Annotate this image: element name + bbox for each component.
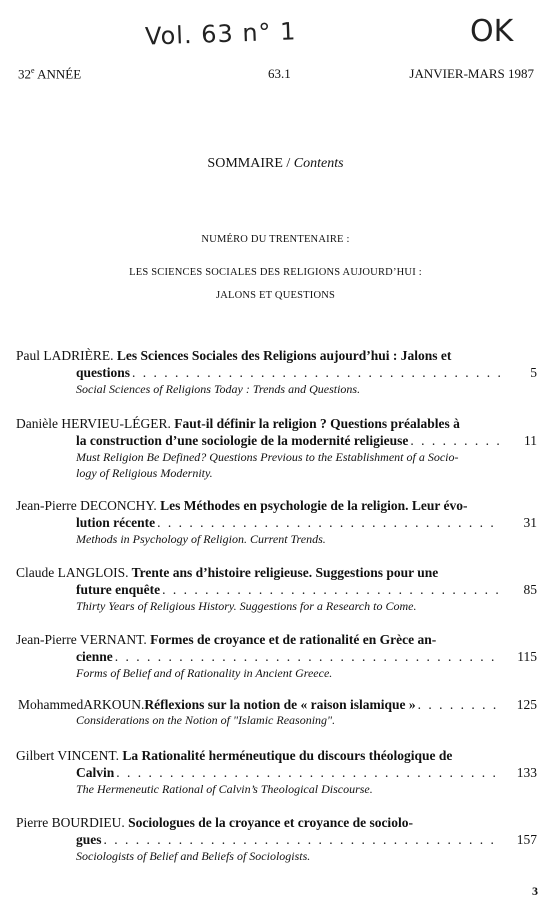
entry-title-line: Jean-Pierre DECONCHY. Les Méthodes en psychologie de la religion. Leur évo- [16,498,468,513]
header-date: JANVIER-MARS 1987 [409,66,534,81]
entry-title-continuation: questions . . . [76,365,501,381]
page-title: SOMMAIRE / Contents [207,156,344,171]
entry-translation: Social Sciences of Religions Today : Trends and Questions. [76,382,361,396]
entry-title-continuation: future enquête . . . [76,582,501,598]
entry-translation-cont: logy of Religious Modernity. [76,466,213,480]
entry-page-number: 115 [517,649,537,664]
entry-translation: Must Religion Be Defined? Questions Previous to the Establishment of a Socio- [76,450,459,464]
entry-page-number: 11 [524,433,537,448]
issue-subtitle: NUMÉRO DU TRENTENAIRE : [201,234,350,245]
entry-title-line: Jean-Pierre VERNANT. Formes de croyance et de rationalité en Grèce an- [16,632,437,647]
entry-title-continuation: Calvin . . . [76,765,501,781]
entry-translation: Sociologists of Belief and Beliefs of Sociologists. [76,849,311,863]
entry-title-continuation: gues . . . [76,832,501,848]
handwritten-volume-note: Vol. 63 n° 1 [144,17,297,51]
theme-line-1: LES SCIENCES SOCIALES DES RELIGIONS AUJOURD’HUI : [129,267,422,278]
entry-title-line: Claude LANGLOIS. Trente ans d’histoire religieuse. Suggestions pour une [16,565,439,580]
entry-page-number: 5 [530,365,537,380]
entry-translation: Thirty Years of Religious History. Suggestions for a Research to Come. [76,599,417,613]
entry-page-number: 31 [523,515,537,530]
entry-page-number: 125 [516,697,537,712]
theme-line-2: JALONS ET QUESTIONS [215,290,336,301]
entry-title-line: Mohammed ARKOUN. Réflexions sur la notion de « raison islamique » . . . [18,697,501,713]
entry-title-line: Gilbert VINCENT. La Rationalité herméneutique du discours théologique de [16,748,453,763]
handwritten-ok-mark: OK [470,14,514,49]
entry-title-line: Pierre BOURDIEU. Sociologues de la croyance et croyance de sociolo- [16,815,413,830]
entry-title-line: Paul LADRIÈRE. Les Sciences Sociales des Religions aujourd’hui : Jalons et [16,348,452,363]
entry-page-number: 85 [523,582,537,597]
entry-translation: Methods in Psychology of Religion. Current Trends. [76,532,326,546]
header-issue: 63.1 [268,66,291,81]
header-year: 32e ANNÉE [18,66,82,82]
entry-title-continuation: lution récente . . . [76,515,501,531]
entry-translation: The Hermeneutic Rational of Calvin’s Theological Discourse. [76,782,373,796]
entry-page-number: 133 [516,765,537,780]
entry-translation: Forms of Belief and of Rationality in Ancient Greece. [76,666,333,680]
entry-translation: Considerations on the Notion of "Islamic Reasoning". [76,713,336,727]
entry-title-continuation: cienne . . . [76,649,501,665]
entry-page-number: 157 [516,832,537,847]
entry-title-continuation: la construction d’une sociologie de la modernité religieuse . . . [76,433,501,449]
entry-title-line: Danièle HERVIEU-LÉGER. Faut-il définir la religion ? Questions préalables à [16,416,460,431]
page-folio: 3 [532,884,538,898]
